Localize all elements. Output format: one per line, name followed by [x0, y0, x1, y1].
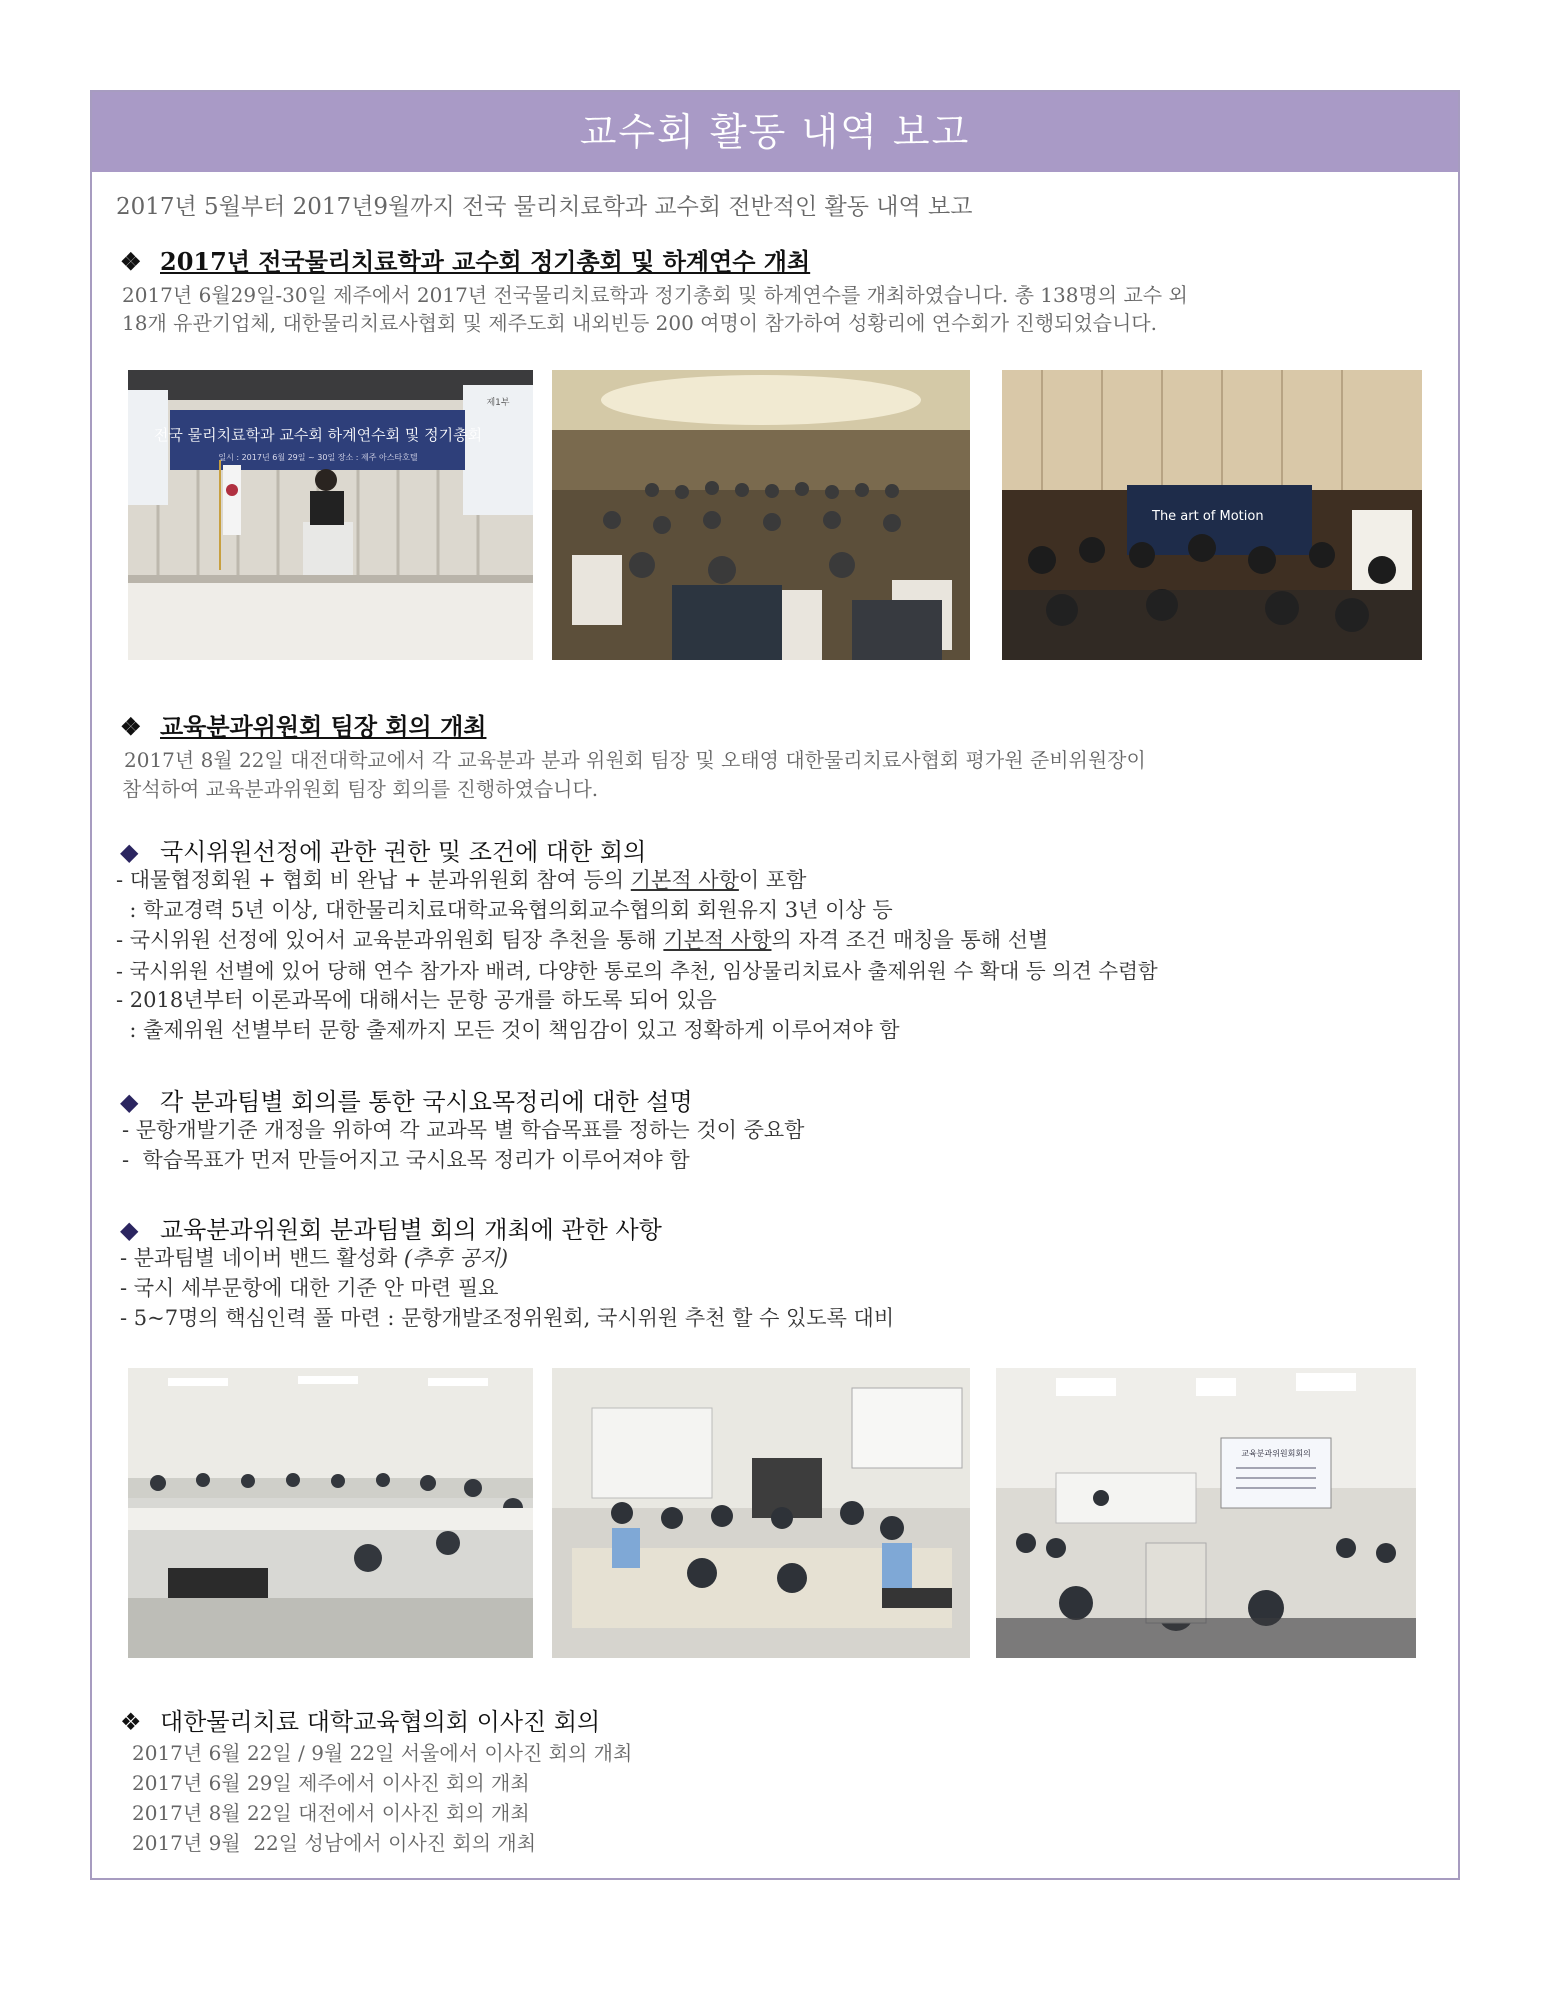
intro-text: 2017년 5월부터 2017년9월까지 전국 물리치료학과 교수회 전반적인 활동 내역 보고 — [116, 194, 973, 220]
sub2-line1: - 문항개발기준 개정을 위하여 각 교과목 별 학습목표를 정하는 것이 중요함 — [122, 1118, 805, 1142]
diamond-bullet-icon: ❖ — [120, 1708, 142, 1736]
photo-meeting-room-3 — [996, 1368, 1416, 1658]
photo-lecture-podium — [128, 370, 533, 660]
section2-line1: 2017년 8월 22일 대전대학교에서 각 교육분과 분과 위원회 팀장 및 오태영 대한물리치료사협회 평가원 준비위원장이 — [124, 748, 1146, 772]
sub3-title: 교육분과위원회 분과팀별 회의 개최에 관한 사항 — [160, 1216, 662, 1244]
photo-seminar-audience — [552, 370, 970, 660]
section1-line1: 2017년 6월29일-30일 제주에서 2017년 전국물리치료학과 정기총회 및 하계연수를 개최하였습니다. 총 138명의 교수 외 — [122, 283, 1188, 307]
sub3-line1: - 분과팀별 네이버 밴드 활성화 (추후 공지) — [120, 1246, 509, 1270]
section3-line1: 2017년 6월 22일 / 9월 22일 서울에서 이사진 회의 개최 — [132, 1741, 633, 1765]
section3-line4: 2017년 9월 22일 성남에서 이사진 회의 개최 — [132, 1831, 537, 1855]
section2-title: 교육분과위원회 팀장 회의 개최 — [160, 712, 487, 741]
report-frame — [90, 90, 1460, 1880]
sub1-title: 국시위원선정에 관한 권한 및 조건에 대한 회의 — [160, 838, 647, 866]
sub1-line6: : 출제위원 선별부터 문항 출제까지 모든 것이 책임감이 있고 정확하게 이루어져야 함 — [116, 1018, 900, 1042]
sub3-line2: - 국시 세부문항에 대한 기준 안 마련 필요 — [120, 1276, 499, 1300]
section2-heading — [120, 707, 486, 742]
section3-line2: 2017년 6월 29일 제주에서 이사진 회의 개최 — [132, 1771, 530, 1795]
photo-meeting-room-1 — [128, 1368, 533, 1658]
section3-line3: 2017년 8월 22일 대전에서 이사진 회의 개최 — [132, 1801, 530, 1825]
diamond-bullet-icon: ◆ — [120, 1088, 139, 1116]
banner-photo-subtext: 일시 : 2017년 6월 29일 ~ 30일 장소 : 제주 아스타호텔 — [218, 453, 418, 462]
section1-line2: 18개 유관기업체, 대한물리치료사협회 및 제주도회 내외빈등 200 여명이 참가하여 성황리에 연수회가 진행되었습니다. — [122, 311, 1157, 335]
section3-title: 대한물리치료 대학교육협의회 이사진 회의 — [160, 1708, 601, 1736]
section1-title: 2017년 전국물리치료학과 교수회 정기총회 및 하계연수 개최 — [160, 247, 811, 276]
photo-exhibition-booth — [1002, 370, 1422, 660]
sub2-title: 각 분과팀별 회의를 통한 국시요목정리에 대한 설명 — [160, 1088, 693, 1116]
section3-heading — [120, 1702, 600, 1737]
sub2-heading — [120, 1082, 693, 1117]
booth-photo-text: The art of Motion — [1152, 509, 1264, 524]
sub1-heading — [120, 832, 646, 867]
sub3-heading — [120, 1210, 662, 1245]
report-title-banner — [92, 92, 1458, 172]
sub3-line3: - 5~7명의 핵심인력 풀 마련 : 문항개발조정위원회, 국시위원 추천 할 수 있도록 대비 — [120, 1306, 895, 1330]
diamond-bullet-icon: ❖ — [120, 247, 142, 276]
sub1-line2: : 학교경력 5년 이상, 대한물리치료대학교육협의회교수협의회 회원유지 3년 이상 등 — [116, 898, 893, 922]
diamond-bullet-icon: ◆ — [120, 838, 139, 866]
slide-photo-title: 교육분과위원회회의 — [1241, 1449, 1311, 1458]
report-title: 교수회 활동 내역 보고 — [579, 110, 971, 154]
section1-heading — [120, 242, 810, 277]
diamond-bullet-icon: ◆ — [120, 1216, 139, 1244]
banner-photo-text: 전국 물리치료학과 교수회 하계연수회 및 정기총회 — [153, 426, 483, 444]
photo-meeting-room-2 — [552, 1368, 970, 1658]
sub1-line3: - 국시위원 선정에 있어서 교육분과위원회 팀장 추천을 통해 기본적 사항의 자격 조건 매칭을 통해 선별 — [116, 928, 1049, 952]
screen-photo-text: 제1부 — [486, 398, 510, 408]
sub1-line4: - 국시위원 선별에 있어 당해 연수 참가자 배려, 다양한 통로의 추천, 임상물리치료사 출제위원 수 확대 등 의견 수렴함 — [116, 959, 1158, 983]
sub2-line2: - 학습목표가 먼저 만들어지고 국시요목 정리가 이루어져야 함 — [122, 1148, 690, 1172]
diamond-bullet-icon: ❖ — [120, 712, 142, 741]
sub1-line1: - 대물협정회원 + 협회 비 완납 + 분과위원회 참여 등의 기본적 사항이 포함 — [116, 868, 807, 892]
section2-line2: 참석하여 교육분과위원회 팀장 회의를 진행하였습니다. — [122, 777, 599, 801]
sub1-line5: - 2018년부터 이론과목에 대해서는 문항 공개를 하도록 되어 있음 — [116, 988, 717, 1012]
